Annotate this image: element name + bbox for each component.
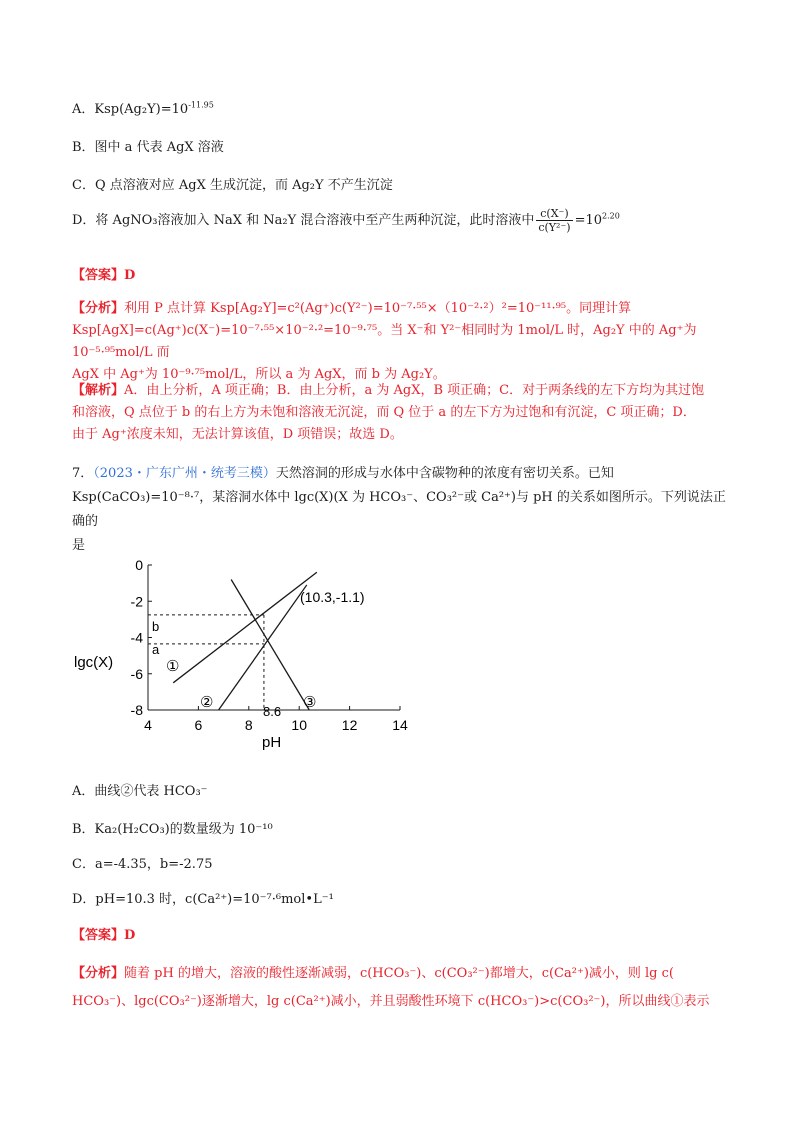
x-guide-label: 8.6 <box>263 704 282 719</box>
q7-option-d: D．pH=10.3 时，c(Ca²⁺)=10⁻⁷·⁶mol•L⁻¹ <box>72 892 334 907</box>
guide-label-a: a <box>152 642 160 657</box>
y-tick-label: -4 <box>130 629 143 646</box>
question-7-stem: 7．（2023・广东广州・统考三模）天然溶洞的形成与水体中含碳物种的浓度有密切关系。已知 Ksp(CaCO₃)=10⁻⁸·⁷，某溶洞水体中 lgc(X)(X 为 HCO₃⁻、CO₃²⁻或 Ca²⁺)与 pH 的关系如图所示。下列说法正确的 是 <box>72 466 726 553</box>
option-b: B．图中 a 代表 AgX 溶液 <box>72 140 224 155</box>
y-tick-label: -2 <box>130 593 143 610</box>
curve-1 <box>173 572 317 683</box>
analysis-q6: 【分析】利用 P 点计算 Ksp[Ag₂Y]=c²(Ag⁺)c(Y²⁻)=10⁻⁷·⁵⁵×（10⁻²·²）²=10⁻¹¹·⁹⁵。同理计算 Ksp[AgX]=c(Ag⁺)c(X⁻)=10⁻⁷·⁵⁵×10⁻²·²=10⁻⁹·⁷⁵。当 X⁻和 Y²⁻相同时为 1mol/L 时，Ag₂Y 中的 Ag⁺为 10⁻⁵·⁹⁵mol/L 而 AgX 中 Ag⁺为 10⁻⁹·⁷⁵mol/L，所以 a 为 AgX，而 b 为 Ag₂Y。 <box>72 301 697 382</box>
x-tick-label: 10 <box>291 717 307 733</box>
explanation-q6: 【解析】A．由上分析，A 项正确；B．由上分析，a 为 AgX，B 项正确；C．对于两条线的左下方均为其过饱 和溶液，Q 点位于 b 的右上方为未饱和溶液无沉淀，而 Q 位于 a 的左下方为过饱和有沉淀，C 项正确；D． 由于 Ag⁺浓度未知，无法计算该值，D 项错误；故选 D。 <box>72 383 705 442</box>
y-axis-label: lgc(X) <box>74 654 114 671</box>
y-tick-label: -6 <box>130 665 143 682</box>
y-tick-label: -8 <box>130 702 143 718</box>
curve-1-label: ① <box>166 658 180 675</box>
chart-curves <box>173 572 317 710</box>
option-d: D．将 AgNO₃溶液加入 NaX 和 Na₂Y 混合溶液中至产生两种沉淀，此时溶液中 $\frac{c(X^-)}{\text{c(Y²⁻)}}$ $=10^{2.20}$ <box>72 207 620 234</box>
point-label: (10.3,-1.1) <box>300 589 365 605</box>
analysis-q7: 【分析】随着 pH 的增大，溶液的酸性逐渐减弱，c(HCO₃⁻)、c(CO₃²⁻)都增大，c(Ca²⁺)减小，则 lg c( HCO₃⁻)、lgc(CO₃²⁻)逐渐增大，lg c(Ca²⁺)减小，并且弱酸性环境下 c(HCO₃⁻)>c(CO₃²⁻)，所以曲线①表示 <box>72 966 710 1009</box>
guide-label-b: b <box>152 619 160 634</box>
option-c: C．Q 点溶液对应 AgX 生成沉淀，而 Ag₂Y 不产生沉淀 <box>72 178 393 193</box>
chart-axes <box>148 565 400 710</box>
y-tick-label: 0 <box>135 557 143 573</box>
x-tick-label: 6 <box>194 717 203 733</box>
curve-2-label: ② <box>200 694 214 711</box>
x-tick-label: 8 <box>244 717 253 733</box>
q7-option-b: B．Ka₂(H₂CO₃)的数量级为 10⁻¹⁰ <box>72 822 273 837</box>
fraction: $\frac{c(X^-)}{\text{c(Y²⁻)}}$ <box>538 207 571 234</box>
x-axis-label: pH <box>262 734 282 750</box>
answer-q7: 【答案】D <box>72 928 136 943</box>
curve-2 <box>219 585 307 710</box>
q7-option-a: A．曲线②代表 HCO₃⁻ <box>72 784 208 799</box>
option-a: A．$Ksp(Ag_2Y)=10^{-11.95}$ <box>72 100 214 117</box>
x-tick-label: 4 <box>144 717 152 733</box>
q7-option-c: C．a=-4.35，b=-2.75 <box>72 857 213 872</box>
x-tick-label: 12 <box>341 717 358 733</box>
x-tick-label: 14 <box>392 717 408 733</box>
answer-q6: 【答案】D <box>72 268 136 283</box>
curve-3-label: ③ <box>303 694 317 711</box>
lgc-ph-chart <box>70 550 430 750</box>
